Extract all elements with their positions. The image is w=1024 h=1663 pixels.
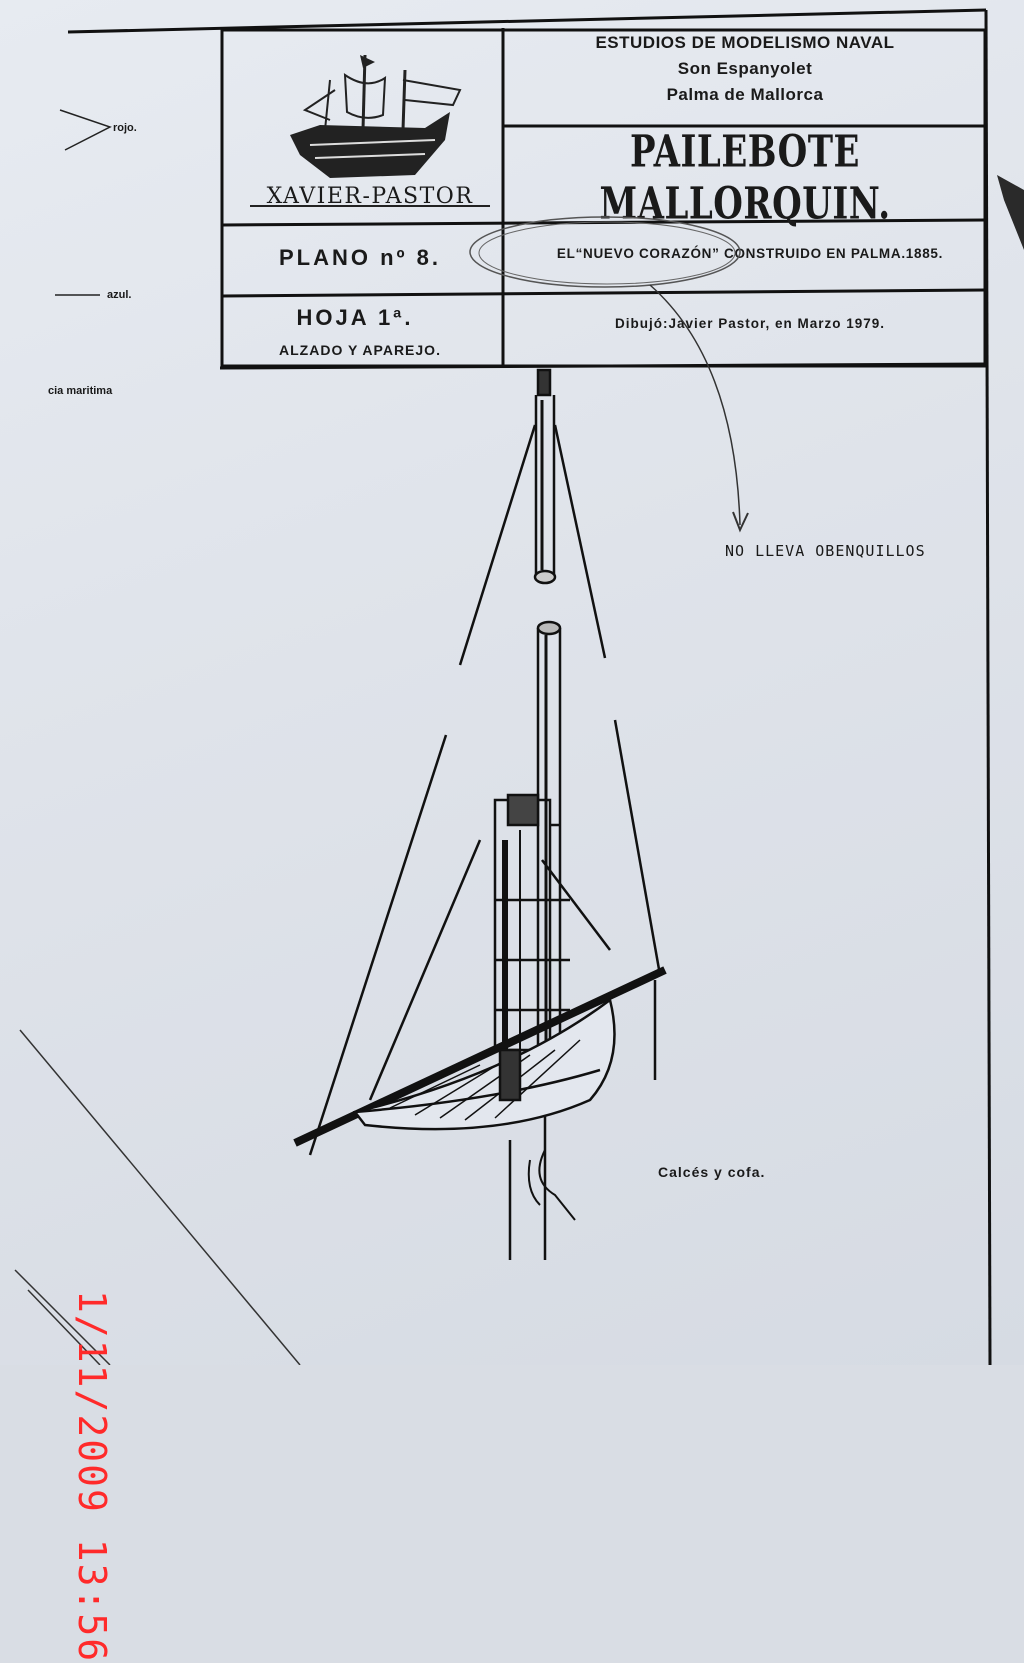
studio-line: Palma de Mallorca <box>666 85 824 104</box>
drawn-by: Dibujó:Javier Pastor, en Marzo 1979. <box>614 316 886 331</box>
legend-blue: azul. <box>107 289 132 301</box>
camera-timestamp: 1/11/2009 13:56 <box>70 1290 114 1663</box>
legend-red: rojo. <box>113 122 137 134</box>
red-legend-mark <box>55 105 115 155</box>
pencil-tip <box>997 175 1024 250</box>
studio-line: ESTUDIOS DE MODELISMO NAVAL <box>595 33 895 52</box>
mast-drawing <box>280 360 700 1260</box>
signature: XAVIER-PASTOR <box>266 184 474 209</box>
plan-number: PLANO nº 8. <box>278 245 442 270</box>
handwritten-note: NO LLEVA OBENQUILLOS <box>725 542 926 560</box>
sheet-subtitle: ALZADO Y APAREJO. <box>279 342 441 358</box>
drawing-caption: Calcés y cofa. <box>658 1164 766 1180</box>
blue-legend-mark <box>55 290 105 300</box>
plan-subtitle: EL“NUEVO CORAZÓN” CONSTRUIDO EN PALMA.1885. <box>556 246 944 261</box>
main-title: PAILEBOTE MALLORQUIN. <box>599 126 891 230</box>
signature-underline <box>250 200 500 212</box>
caravel-logo <box>275 50 475 190</box>
studio-line: Son Espanyolet <box>677 59 813 78</box>
legend-company: cia maritima <box>48 385 113 397</box>
sheet-number: HOJA 1ª. <box>296 305 414 330</box>
studio-name <box>505 30 985 108</box>
title-block <box>220 20 987 368</box>
